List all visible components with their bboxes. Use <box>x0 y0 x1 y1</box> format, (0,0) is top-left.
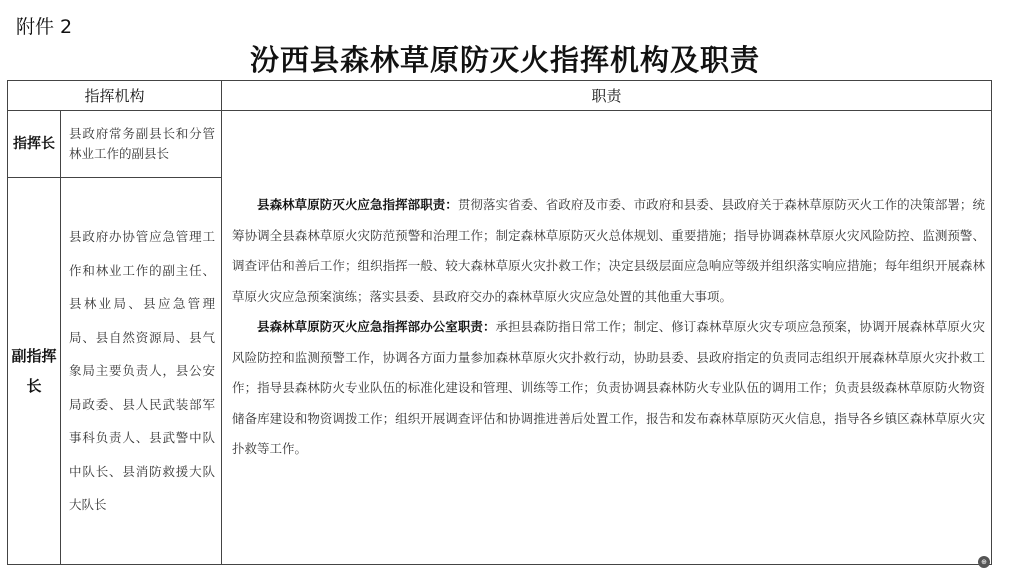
attachment-label: 附件 2 <box>16 16 73 38</box>
role-commander: 指挥长 <box>8 111 61 178</box>
duties-cell <box>222 111 992 565</box>
duty-paragraph <box>232 190 985 312</box>
table-row <box>8 111 992 178</box>
page-marker-icon: ⊕ <box>978 556 990 568</box>
members-deputy-commander: 县政府办协管应急管理工作和林业工作的副主任、县林业局、县应急管理局、县自然资源局、县气象局主要负责人，县公安局政委、县人民武装部军事科负责人、县武警中队中队长、县消防救援大队大队长 <box>61 178 222 565</box>
header-command-org: 指挥机构 <box>8 81 222 111</box>
duty-heading: 县森林草原防灭火应急指挥部办公室职责： <box>257 319 496 335</box>
duty-paragraph <box>232 312 985 465</box>
header-duties: 职责 <box>222 81 992 111</box>
duty-text: 承担县森防指日常工作；制定、修订森林草原火灾专项应急预案，协调开展森林草原火灾风险防控和监测预警工作，协调各方面力量参加森林草原火灾扑救行动，协助县委、县政府指定的负责同志组织开展森林草原火灾扑救工作；指导县森林防火专业队伍的标准化建设和管理、训练等工作；负责协调县森林防火专业队伍的调用工作；负责县级森林草原防火物资储备库建设和物资调拨工作；组织开展调查评估和协调推进善后处置工作，报告和发布森林草原防灭火信息，指导各乡镇区森林草原火灾扑救等工作。 <box>232 319 985 457</box>
table-header-row <box>8 81 992 111</box>
role-deputy-commander: 副指挥长 <box>8 178 61 565</box>
command-structure-table <box>7 80 992 565</box>
document-title: 汾西县森林草原防灭火指挥机构及职责 <box>249 43 760 77</box>
members-commander: 县政府常务副县长和分管林业工作的副县长 <box>61 111 222 178</box>
duty-heading: 县森林草原防灭火应急指挥部职责： <box>257 197 458 213</box>
duty-text: 贯彻落实省委、省政府及市委、市政府和县委、县政府关于森林草原防灭火工作的决策部署；统筹协调全县森林草原火灾防范预警和治理工作；制定森林草原防灭火总体规划、重要措施；指导协调森林草原火灾风险防控、监测预警、调查评估和善后工作；组织指挥一般、较大森林草原火灾扑救工作；决定县级层面应急响应等级并组织落实响应措施；每年组织开展森林草原火灾应急预案演练；落实县委、县政府交办的森林草原火灾应急处置的其他重大事项。 <box>232 197 985 304</box>
